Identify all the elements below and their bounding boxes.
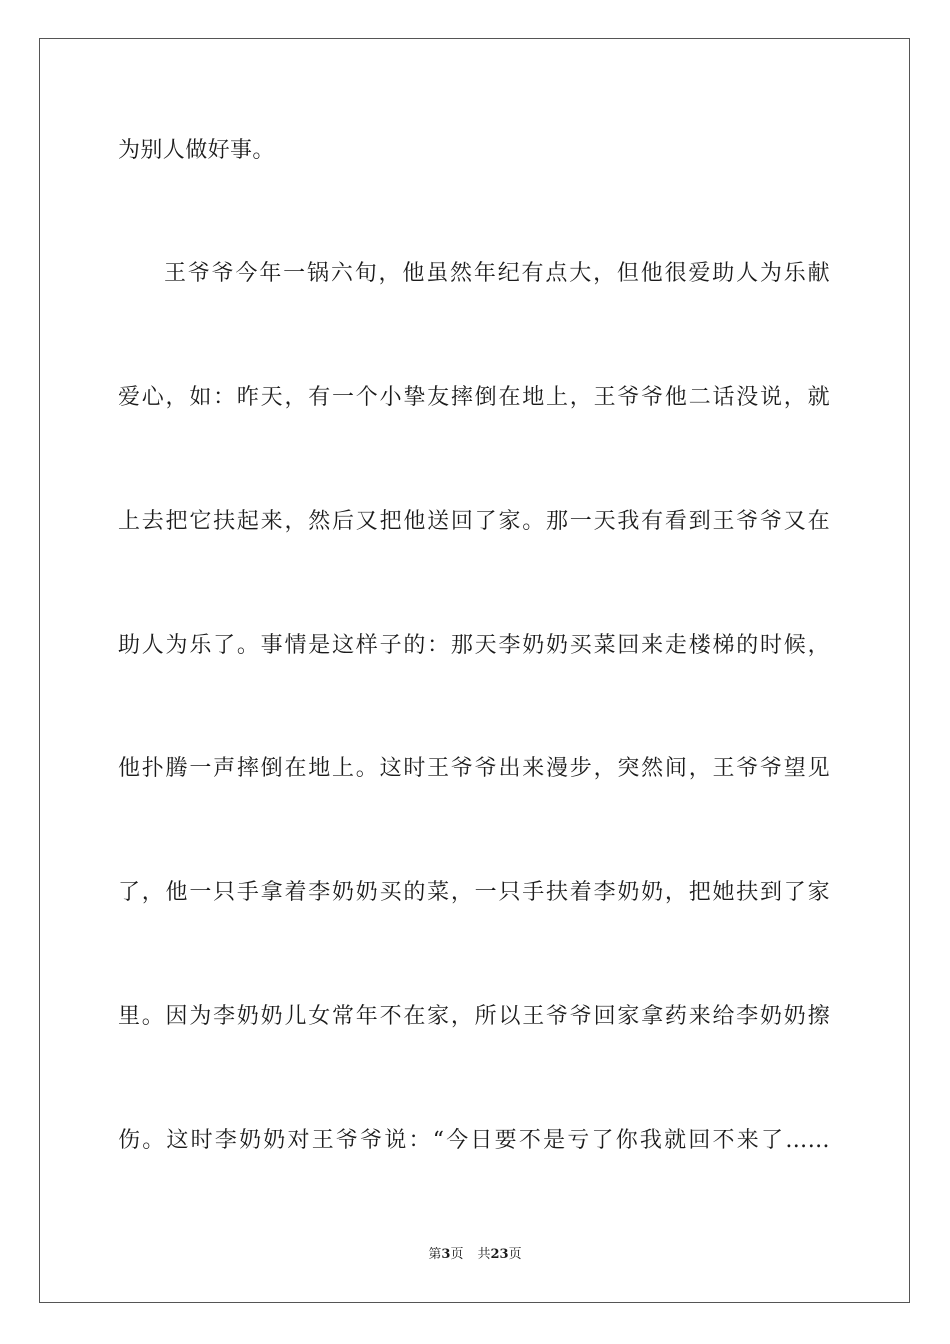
- text-line-6: 他扑腾一声摔倒在地上。这时王爷爷出来漫步，突然间，王爷爷望见: [118, 756, 830, 781]
- text-line-7: 了，他一只手拿着李奶奶买的菜，一只手扶着李奶奶，把她扶到了家: [118, 880, 830, 905]
- total-suffix: 页: [508, 1247, 522, 1262]
- text-line-4: 上去把它扶起来，然后又把他送回了家。那一天我有看到王爷爷又在: [118, 509, 830, 534]
- paragraph-first-line: 王爷爷今年一锅六旬，他虽然年纪有点大，但他很爱助人为乐献: [164, 261, 830, 286]
- page-suffix: 页: [450, 1247, 464, 1262]
- page-prefix: 第: [428, 1247, 442, 1262]
- page-number: 3: [441, 1247, 451, 1262]
- text-line-9: 伤。这时李奶奶对王爷爷说：“今日要不是亏了你我就回不来了……: [118, 1128, 830, 1153]
- total-pages: 23: [490, 1247, 509, 1262]
- text-line-1: 为别人做好事。: [118, 138, 275, 163]
- text-line-3: 爱心，如：昨天，有一个小挚友摔倒在地上，王爷爷他二话没说，就: [118, 385, 830, 410]
- page-footer: [0, 1246, 950, 1264]
- text-line-5: 助人为乐了。事情是这样子的：那天李奶奶买菜回来走楼梯的时候，: [118, 633, 830, 658]
- text-line-8: 里。因为李奶奶儿女常年不在家，所以王爷爷回家拿药来给李奶奶擦: [118, 1004, 830, 1029]
- page-border: [39, 38, 910, 1303]
- total-prefix: 共: [477, 1247, 491, 1262]
